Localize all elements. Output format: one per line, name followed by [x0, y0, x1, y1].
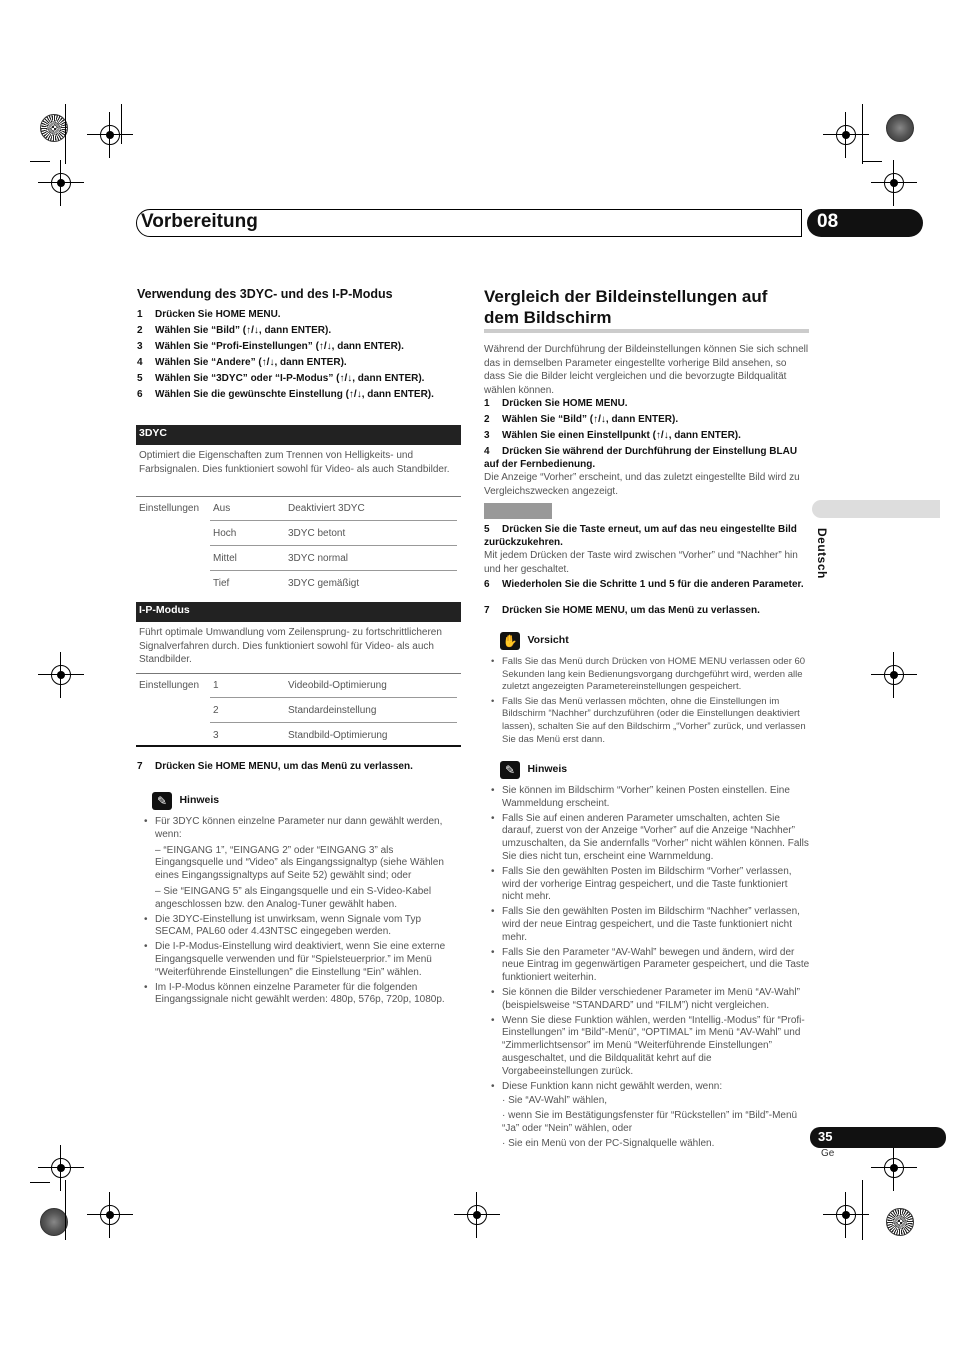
- box-title-ip-modus: I-P-Modus: [136, 602, 461, 622]
- step: [137, 387, 467, 403]
- step-number: 5: [484, 524, 490, 535]
- right-step-7: [484, 604, 809, 617]
- before-indicator-box: [484, 503, 552, 519]
- registration-mark: [881, 1155, 907, 1181]
- right-heading: Vergleich der Bildeinstellungen auf dem Bildschirm: [484, 287, 768, 327]
- registration-mark: [833, 1202, 859, 1228]
- registration-mark: [464, 1202, 490, 1228]
- caution-list: [488, 656, 810, 748]
- table-row: [136, 546, 457, 571]
- step-text: Wählen Sie die gewünschte Einstellung (↑/↓, dann ENTER).: [155, 389, 434, 400]
- step-text: Drücken Sie HOME MENU, um das Menü zu verlassen.: [502, 605, 760, 616]
- note-item: • Die 3DYC-Einstellung ist unwirksam, wenn Signale vom Typ SECAM, PAL60 oder 4.43NTSC eingegeben werden.: [141, 914, 461, 940]
- step-text: Drücken Sie HOME MENU.: [502, 398, 628, 409]
- table-option: Hoch: [210, 521, 285, 546]
- color-bar-disc: [886, 114, 914, 142]
- table-label: Einstellungen: [139, 502, 200, 514]
- table-row: [136, 521, 457, 546]
- step-number: 3: [137, 341, 143, 352]
- step: [137, 339, 467, 355]
- step-number: 1: [484, 398, 490, 409]
- table-value: Videobild-Optimierung: [285, 673, 457, 698]
- right-note-header: [500, 761, 567, 779]
- table-option: Mittel: [210, 546, 285, 571]
- caution-header: [500, 632, 569, 650]
- registration-mark: [833, 122, 859, 148]
- crop-mark: [121, 104, 122, 144]
- table-row: [136, 673, 457, 698]
- note-subitem: – Sie “EINGANG 5” als Eingangsquelle und ein S-Video-Kabel angeschlossen bzw. den Analog-Tuner gewählt haben.: [155, 885, 432, 910]
- language-tab-label: Deutsch: [815, 528, 829, 579]
- right-step-5: [484, 523, 809, 549]
- step-4-desc: Die Anzeige “Vorher” erscheint, und das zuletzt eingestellte Bild wird zu Vergleichszwecken angezeigt.: [484, 472, 800, 497]
- right-step-4: [484, 445, 809, 471]
- step-number: 1: [137, 309, 143, 320]
- table-value: Standardeinstellung: [285, 698, 457, 723]
- table-value: 3DYC normal: [285, 546, 457, 571]
- note-item: • Sie können im Bildschirm “Vorher” keinen Posten einstellen. Eine Wammeldung erscheint.: [488, 785, 810, 811]
- section-title-bar: [136, 209, 802, 237]
- box-desc-ip-modus: Führt optimale Umwandlung vom Zeilensprung- zu fortschrittlicheren Signalverfahren durch. Dies funktioniert sowohl für Video- als auch Standbilder.: [139, 627, 442, 665]
- registration-mark: [97, 1202, 123, 1228]
- note-subitem: · Sie ein Menü von der PC-Signalquelle wählen.: [502, 1137, 715, 1149]
- step: [137, 307, 467, 323]
- table-option: 3: [213, 729, 219, 741]
- color-bar-disc: [40, 1208, 68, 1236]
- registration-mark: [881, 170, 907, 196]
- note-item: • Sie können die Bilder verschiedener Parameter im Menü “AV-Wahl” (beispielsweise “STANDARD” und “FILM”) nicht vergleichen.: [488, 987, 810, 1013]
- registration-mark: [48, 1155, 74, 1181]
- step-text: Wählen Sie “Profi-Einstellungen” (↑/↓, dann ENTER).: [155, 341, 404, 352]
- note-item: • Falls Sie auf einen anderen Parameter umschalten, achten Sie darauf, zuerst von der Anzeige “Vorher” auf die Anzeige “Nachher” umzuschalten, da Sie andernfalls “Vorher” nicht wählen können. Falls Sie dies nicht tun, erscheint eine Warnmeldung.: [488, 813, 810, 864]
- crop-mark: [30, 1182, 50, 1183]
- page-number: 35: [818, 1129, 833, 1144]
- table-label: Einstellungen: [139, 679, 200, 691]
- note-item: • Wenn Sie diese Funktion wählen, werden “Intellig.-Modus” für “Profi-Einstellungen” im “Bild”-Menü”, “OPTIMAL” im Menü “AV-Wahl” und “Zimmerlichtsensor” im Menü “Weiterführende Einstellungen” ausgeschaltet, und die Bildqualität kehrt auf die Vorgabeeinstellungen zurück.: [488, 1015, 810, 1079]
- step: [484, 412, 809, 428]
- note-item: • Diese Funktion kann nicht gewählt werden, wenn:: [488, 1081, 810, 1094]
- step-text: Drücken Sie während der Durchführung der Einstellung BLAU auf der Fernbedienung.: [484, 446, 798, 470]
- step-5-desc: Mit jedem Drücken der Taste wird zwischen “Vorher” und “Nachher” hin und her geschaltet.: [484, 550, 798, 575]
- caution-title: Vorsicht: [527, 634, 569, 646]
- registration-mark: [48, 170, 74, 196]
- table-row: [136, 571, 457, 596]
- box-desc-3dyc: Optimiert die Eigenschaften zum Trennen von Helligkeits- und Farbsignalen. Dies funktioniert sowohl für Video- als auch Standbilder.: [139, 450, 450, 475]
- table-row: [136, 723, 457, 748]
- right-steps: [484, 396, 809, 444]
- crop-mark: [65, 104, 66, 164]
- registration-mark: [97, 122, 123, 148]
- step: [137, 355, 467, 371]
- left-heading: Verwendung des 3DYC- und des I-P-Modus: [137, 287, 393, 301]
- table-value: Deaktiviert 3DYC: [285, 496, 457, 521]
- box-title-3dyc: 3DYC: [136, 425, 461, 445]
- right-intro: Während der Durchführung der Bildeinstellungen können Sie sich schnell das in demselben Parameter eingestellte vorherige Bild ansehen, so dass Sie die Bilder leicht vergleichen und die bevorzugte Bildqualität wählen können.: [484, 344, 809, 396]
- step-text: Drücken Sie HOME MENU, um das Menü zu verlassen.: [155, 761, 413, 772]
- table-option: 1: [210, 673, 285, 698]
- table-value: 3DYC gemäßigt: [288, 577, 360, 589]
- table-option: Aus: [210, 496, 285, 521]
- table-value: Standbild-Optimierung: [288, 729, 388, 741]
- step-number: 7: [137, 761, 143, 772]
- color-bar-disc: [40, 114, 68, 142]
- page-number-badge: [810, 1127, 946, 1148]
- step-number: 2: [137, 325, 143, 336]
- table-row: [136, 496, 457, 521]
- crop-mark: [30, 161, 50, 162]
- settings-table-3dyc: [136, 496, 457, 595]
- table-option: Tief: [213, 577, 230, 589]
- note-title: Hinweis: [179, 794, 220, 806]
- crop-mark: [65, 1180, 66, 1240]
- note-item: • Im I-P-Modus können einzelne Parameter für die folgenden Eingangssignale nicht gewählt werden: 480p, 576p, 720p, 1080p.: [141, 982, 461, 1008]
- step-text: Wählen Sie einen Einstellpunkt (↑/↓, dann ENTER).: [502, 430, 741, 441]
- language-tab-bar: [812, 500, 940, 518]
- crop-mark: [862, 161, 882, 162]
- step: [484, 428, 809, 444]
- step-text: Wiederholen Sie die Schritte 1 und 5 für die anderen Parameter.: [502, 579, 804, 590]
- pencil-note-icon: ✎: [500, 761, 520, 779]
- left-note-header: [152, 792, 219, 810]
- caution-item: • Falls Sie das Menü durch Drücken von HOME MENU verlassen oder 60 Sekunden lang kein Bedienungsvorgang durchgeführt wird, werden alle zuletzt angezeigten Parametereinstellungen gespeichert.: [488, 656, 810, 694]
- hand-caution-icon: ✋: [500, 632, 520, 650]
- note-subitem: · Sie “AV-Wahl” wählen,: [502, 1095, 608, 1107]
- table-value: 3DYC betont: [285, 521, 457, 546]
- note-item: • Falls Sie den gewählten Posten im Bildschirm “Nachher” verlassen, wird der neue Eintrag gespeichert, und die Taste funktioniert nicht mehr.: [488, 906, 810, 944]
- step-number: 7: [484, 605, 490, 616]
- table-option: 2: [210, 698, 285, 723]
- left-step-7: [137, 759, 413, 775]
- step-text: Drücken Sie die Taste erneut, um auf das neu eingestellte Bild zurückzukehren.: [484, 524, 797, 548]
- step-text: Drücken Sie HOME MENU.: [155, 309, 281, 320]
- step: [484, 396, 809, 412]
- step-number: 4: [137, 357, 143, 368]
- note-item: • Falls Sie den gewählten Posten im Bildschirm “Vorher” verlassen, wird der vorherige Eintrag gespeichert, und die Taste funktioniert nicht mehr.: [488, 866, 810, 904]
- step-text: Wählen Sie “3DYC” oder “I-P-Modus” (↑/↓, dann ENTER).: [155, 373, 425, 384]
- registration-mark: [48, 662, 74, 688]
- crop-mark: [862, 1180, 863, 1240]
- left-steps: [137, 307, 467, 403]
- left-note-list: [141, 816, 461, 1009]
- step-text: Wählen Sie “Bild” (↑/↓, dann ENTER).: [155, 325, 332, 336]
- note-subitem: – “EINGANG 1”, “EINGANG 2” oder “EINGANG 3” als Eingangsquelle und “Video” als Eingangssignaltyp (siehe Wählen eines Eingangssignaltyps auf Seite 52) gewählt sind; oder: [155, 844, 444, 882]
- chapter-number: 08: [817, 211, 839, 232]
- page-title: Vorbereitung: [141, 211, 258, 232]
- note-item: • Für 3DYC können einzelne Parameter nur dann gewählt werden, wenn:: [141, 816, 461, 842]
- step-number: 6: [484, 579, 490, 590]
- step-number: 6: [137, 389, 143, 400]
- crop-mark: [862, 104, 863, 164]
- caution-item: • Falls Sie das Menü verlassen möchten, ohne die Einstellungen im Bildschirm “Nachher” durchzuführen (oder die Einstellungen deaktiviert lassen), schalten Sie auf den Bildschirm „“Vorher” zurück, und verlassen Sie das Menü erst dann.: [488, 696, 810, 746]
- table-end-rule: [136, 745, 461, 747]
- step-number: 3: [484, 430, 490, 441]
- note-item: • Falls Sie den Parameter “AV-Wahl” bewegen und ändern, wird der neue Eintrag im gegenwärtigen Parameter gespeichert, und die Taste funktioniert weiterhin.: [488, 947, 810, 985]
- table-row: [136, 698, 457, 723]
- step: [137, 323, 467, 339]
- chapter-badge: [807, 209, 923, 237]
- heading-rule: [484, 329, 809, 333]
- registration-mark: [881, 662, 907, 688]
- note-subitem: · wenn Sie im Bestätigungsfenster für “Rückstellen” im “Bild”-Menü “Ja” oder “Nein” wählen, oder: [502, 1110, 798, 1134]
- right-note-list: [488, 785, 810, 1153]
- settings-table-ip-modus: [136, 673, 457, 747]
- color-bar-disc: [886, 1208, 914, 1236]
- pencil-note-icon: ✎: [152, 792, 172, 810]
- language-code: Ge: [821, 1148, 835, 1159]
- step: [137, 371, 467, 387]
- note-title: Hinweis: [527, 763, 568, 775]
- note-item: • Die I-P-Modus-Einstellung wird deaktiviert, wenn Sie eine externe Eingangsquelle verwenden und für “Spielsteuerprior.” im Menü “Weiterführende Einstellungen” die Einstellung “Ein” wählen.: [141, 941, 461, 979]
- step-text: Wählen Sie “Bild” (↑/↓, dann ENTER).: [502, 414, 679, 425]
- step-number: 4: [484, 446, 490, 457]
- right-step-6: [484, 578, 809, 591]
- step-number: 2: [484, 414, 490, 425]
- step-number: 5: [137, 373, 143, 384]
- step-text: Wählen Sie “Andere” (↑/↓, dann ENTER).: [155, 357, 347, 368]
